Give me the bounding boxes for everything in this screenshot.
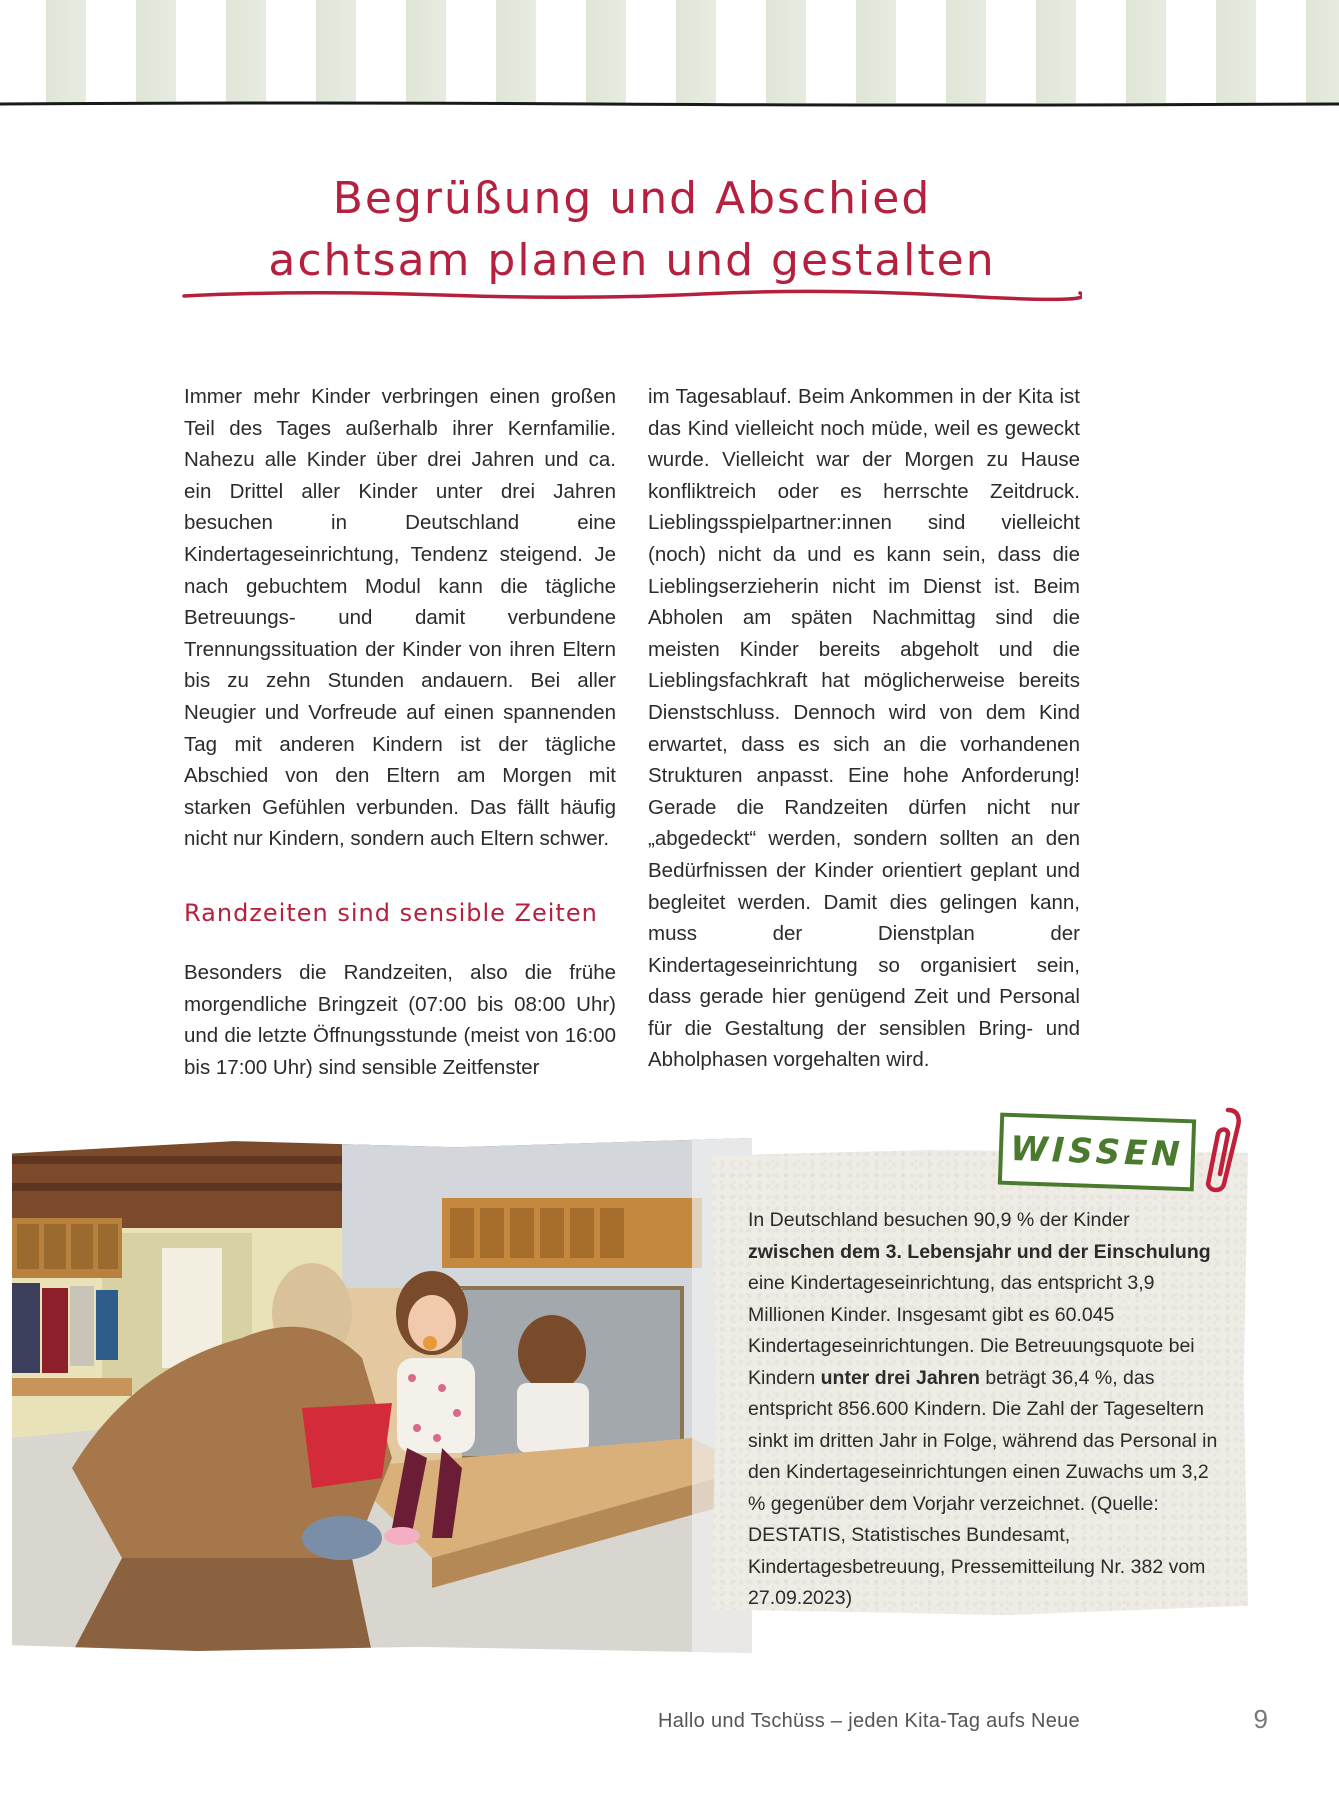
text-column-right — [648, 381, 1080, 1076]
intro-paragraph: Immer mehr Kinder verbringen einen großen Teil des Tages außerhalb ihrer Kernfamilie. Nahezu alle Kinder über drei Jahren und ca. ein Drittel aller Kinder unter drei Jahren besuchen in Deutschland eine Kindertageseinrichtung, Tendenz steigend. Je nach gebuchtem Modul kann die tägliche Betreuungs- und damit verbundene Trennungssituation der Kinder von ihren Eltern bis zu zehn Stunden andauern. Bei aller Neugier und Vorfreude auf einen spannenden Tag mit anderen Kindern ist der tägliche Abschied von den Eltern am Morgen mit starken Gefühlen verbunden. Das fällt häufig nicht nur Kindern, sondern auch Eltern schwer. — [184, 385, 616, 851]
title-underline — [182, 288, 1082, 302]
wissen-label: WISSEN — [1009, 1128, 1185, 1176]
wissen-text — [748, 1205, 1218, 1615]
wissen-bold-2: unter drei Jahren — [820, 1366, 980, 1389]
wissen-label-box — [998, 1113, 1196, 1192]
wissen-bold-1: zwischen dem 3. Lebensjahr und der Einschulung — [748, 1240, 1211, 1263]
randzeiten-paragraph: Besonders die Randzeiten, also die frühe morgendliche Bringzeit (07:00 bis 08:00 Uhr) und die letzte Öffnungsstunde (meist von 16:00 bis 17:00 Uhr) sind sensible Zeitfenster — [184, 960, 616, 1079]
wissen-text-part-2: eine Kindertageseinrichtung, das entspricht 3,9 Millionen Kinder. Insgesamt gibt es 60.045 Kindertageseinrichtungen. Die Betreuungsquote bei Kindern — [748, 1272, 1195, 1389]
page-number: 9 — [1253, 1704, 1268, 1734]
wissen-text-part-3: beträgt 36,4 %, das entspricht 856.600 Kindern. Die Zahl der Tageseltern sinkt im dritten Jahr in Folge, während das Personal in den Kindertageseinrichtungen einen Zuwachs um 3,2 % gegenüber dem Vorjahr verzeichnet. (Quelle: DESTATIS, Statistisches Bundesamt, Kindertagesbetreuung, Pressemitteilung Nr. 382 vom 27.09.2023) — [748, 1366, 1218, 1609]
wissen-text-part-1: In Deutschland besuchen 90,9 % der Kinder — [748, 1209, 1130, 1231]
kita-cloakroom-photo — [12, 1138, 752, 1653]
section-subheading: Randzeiten sind sensible Zeiten — [184, 898, 598, 927]
photo-illustration — [12, 1138, 752, 1653]
running-footer-title: Hallo und Tschüss – jeden Kita-Tag aufs Neue — [658, 1710, 1080, 1732]
page-title — [184, 168, 1080, 292]
title-line-2: achtsam planen und gestalten — [268, 235, 996, 286]
title-line-1: Begrüßung und Abschied — [332, 173, 932, 224]
text-column-left — [184, 381, 616, 1083]
top-border-line — [0, 101, 1339, 107]
continuation-paragraph: im Tagesablauf. Beim Ankommen in der Kita ist das Kind vielleicht noch müde, weil es geweckt wurde. Vielleicht war der Morgen zu Hause konfliktreich oder es herrschte Zeitdruck. Lieblingsspielpartner:innen sind vielleicht (noch) nicht da und es kann sein, dass die Lieblingserzieherin nicht im Dienst ist. Beim Abholen am späten Nachmittag sind die meisten Kinder bereits abgeholt und die Lieblingsfachkraft hat möglicherweise bereits Dienstschluss. Dennoch wird von dem Kind erwartet, dass es sich an die vorhandenen Strukturen anpasst. Eine hohe Anforderung! Gerade die Randzeiten dürfen nicht nur „abgedeckt“ werden, sondern sollten an den Bedürfnissen der Kinder orientiert geplant und begleitet werden. Damit dies gelingen kann, muss der Dienstplan der Kindertageseinrichtung so organisiert sein, dass gerade hier genügend Zeit und Personal für die Gestaltung der sensiblen Bring- und Abholphasen vorgehalten wird. — [648, 385, 1080, 1072]
top-stripe-band — [0, 0, 1339, 103]
paperclip-icon — [1198, 1104, 1244, 1196]
